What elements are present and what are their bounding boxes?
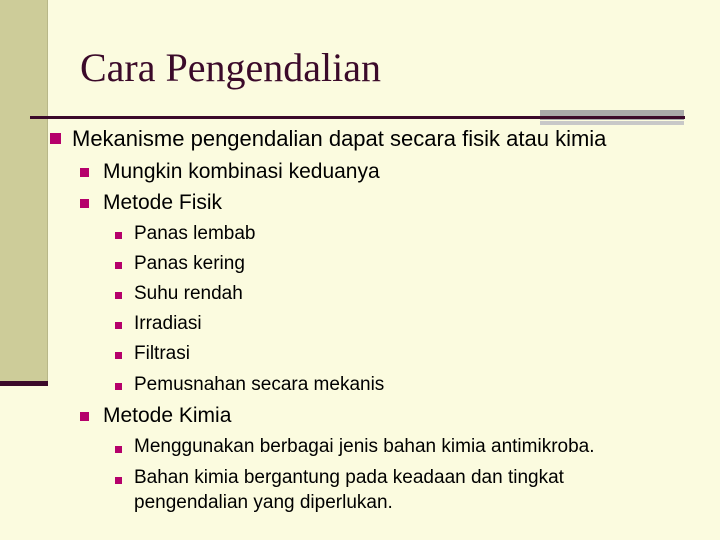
bullet-marker [115,383,122,390]
bullet-marker [115,262,122,269]
bullet-item: Panas lembab [134,223,256,244]
bullet-item: Filtrasi [134,343,190,364]
bullet-item: Panas kering [134,253,245,274]
bullet-marker [115,322,122,329]
bullet-marker [115,446,122,453]
bullet-item: Mungkin kombinasi keduanya [103,160,380,183]
bullet-item: Bahan kimia bergantung pada keadaan dan tingkat [134,467,564,488]
bullet-marker [115,292,122,299]
title-rule-accent-shadow [540,121,684,125]
bullet-item: Pemusnahan secara mekanis [134,374,385,395]
bullet-item: Menggunakan berbagai jenis bahan kimia antimikroba. [134,436,595,457]
bullet-item-continuation: pengendalian yang diperlukan. [134,492,393,513]
bullet-marker [80,412,89,421]
bullet-item: Suhu rendah [134,283,243,304]
bullet-marker [115,232,122,239]
bullet-marker [115,352,122,359]
bullet-item: Irradiasi [134,313,202,334]
bullet-marker [115,477,122,484]
bullet-marker [80,199,89,208]
title-rule [30,116,685,119]
bullet-item: Metode Fisik [103,191,223,214]
bullet-item: Metode Kimia [103,404,232,427]
sidebar-decoration [0,0,48,383]
sidebar-rule [0,381,48,386]
bullet-marker [80,168,89,177]
bullet-item: Mekanisme pengendalian dapat secara fisik atau kimia [72,126,607,151]
bullet-marker [50,133,61,144]
slide-title: Cara Pengendalian [80,45,381,90]
